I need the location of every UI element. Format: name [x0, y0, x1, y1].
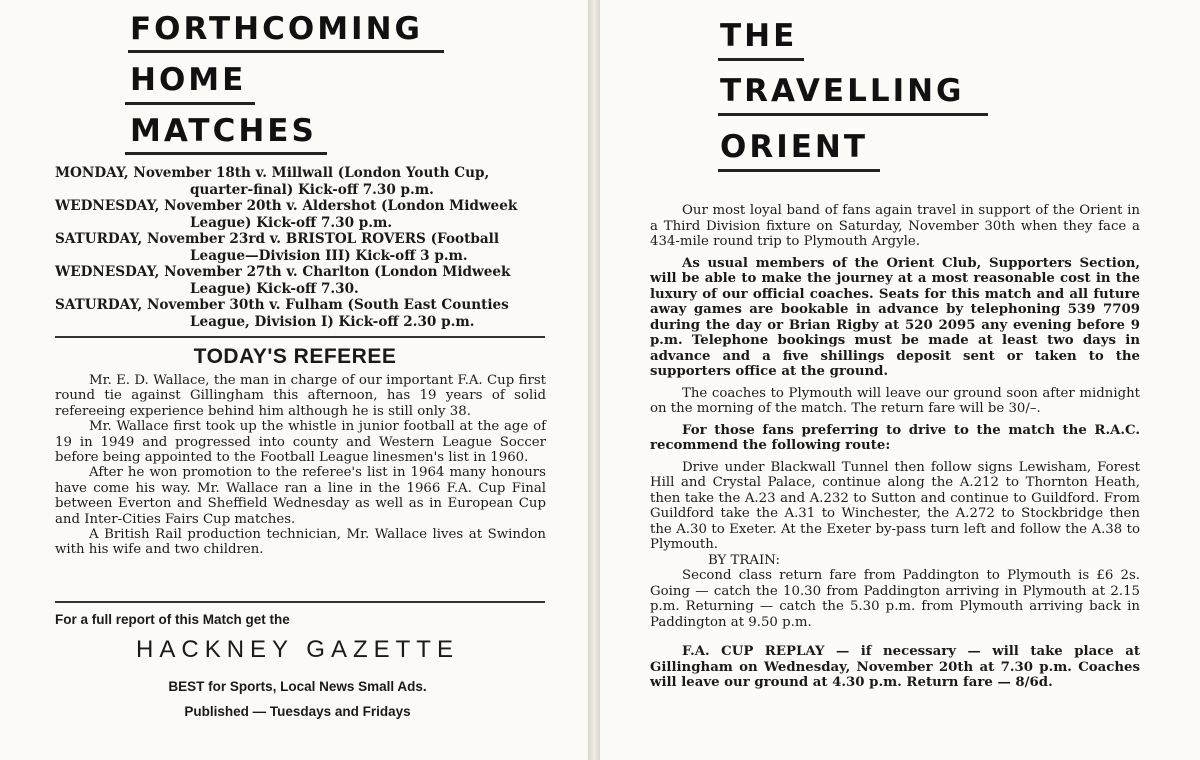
fixture-item: MONDAY, November 18th v. Millwall (London Youth Cup, quarter-final) Kick-off 7.30 p.m. [55, 165, 490, 198]
home-heading [130, 62, 247, 98]
heading-underline-2 [718, 113, 988, 116]
route-paragraph: Drive under Blackwall Tunnel then follow signs Lewisham, Forest Hill and Crystal Palace, continue along the A.212 to Thornton Heath, then take the A.23 and A.232 to Sutton and continue to Guildford. From Guildford take the A.31 to Winchester, the A.272 to Stockbridge then the A.30 to Exeter. At the Exeter by-pass turn left and follow the A.38 to Plymouth. [650, 459, 1140, 552]
heading-underline-1 [128, 50, 444, 53]
heading-underline-2 [125, 102, 255, 105]
travel-paragraph: Our most loyal band of fans again travel in support of the Orient in a Third Division fixture on Saturday, November 30th when they face a 434-mile round trip to Plymouth Argyle. [650, 203, 1140, 249]
heading-line-1: THE [720, 18, 798, 54]
fixture-item: SATURDAY, November 30th v. Fulham (South East Counties League, Division I) Kick-off 2.30 p.m. [55, 297, 509, 330]
referee-paragraph: After he won promotion to the referee's list in 1964 many honours have come his way. Mr. Wallace ran a line in the 1966 F.A. Cup Final between Everton and Sheffield Wednesday as well as in European Cup and Inter-Cities Fairs Cup matches. [55, 465, 546, 527]
ad-divider [55, 601, 545, 603]
referee-paragraph: Mr. Wallace first took up the whistle in junior football at the age of 19 in 1949 and progressed into county and Western League Soccer before being appointed to the Football League linesmen's list in 1960. [55, 419, 546, 466]
orient-heading [720, 129, 869, 165]
section-divider [55, 336, 545, 338]
travel-article [650, 203, 1140, 697]
heading-line-3: MATCHES [130, 113, 317, 149]
travelling-heading [720, 73, 965, 109]
matches-heading [130, 113, 317, 149]
fixture-item: WEDNESDAY, November 20th v. Aldershot (London Midweek League) Kick-off 7.30 p.m. [55, 198, 518, 231]
fixture-item: WEDNESDAY, November 27th v. Charlton (London Midweek League) Kick-off 7.30. [55, 264, 511, 297]
referee-paragraph: Mr. E. D. Wallace, the man in charge of our important F.A. Cup first round tie against Gillingham this afternoon, has 19 years of solid refereeing experience behind him although he is still only 38. [55, 373, 546, 419]
heading-underline-3 [125, 152, 327, 155]
heading-underline-1 [718, 58, 804, 61]
heading-line-2: TRAVELLING [720, 73, 965, 109]
hackney-gazette-title: HACKNEY GAZETTE [136, 636, 459, 663]
heading-line-2: HOME [130, 62, 247, 98]
travel-paragraph: The coaches to Plymouth will leave our ground soon after midnight on the morning of the match. The return fare will be 30/–. [650, 385, 1140, 416]
ad-publication-days: Published — Tuesdays and Fridays [184, 704, 411, 719]
fixture-list [55, 165, 547, 330]
the-heading [720, 18, 798, 54]
ad-tagline: BEST for Sports, Local News Small Ads. [168, 679, 427, 694]
train-paragraph: Second class return fare from Paddington to Plymouth is £6 2s. Going — catch the 10.30 from Paddington arriving in Plymouth at 2.15 p.m. Returning — catch the 5.30 p.m. from Plymouth arriving back in Paddington at 9.50 p.m. [650, 568, 1140, 630]
referee-article [55, 373, 546, 558]
referee-title: TODAY'S REFEREE [193, 345, 397, 368]
fixture-item: SATURDAY, November 23rd v. BRISTOL ROVERS (Football League—Division III) Kick-off 3 p.m. [55, 231, 500, 264]
by-train-heading: BY TRAIN: [708, 552, 780, 568]
travel-paragraph-bold: For those fans preferring to drive to the match the R.A.C. recommend the following route: [650, 422, 1140, 453]
heading-line-1: FORTHCOMING [130, 11, 423, 47]
heading-underline-3 [718, 169, 880, 172]
heading-line-3: ORIENT [720, 129, 869, 165]
referee-paragraph: A British Rail production technician, Mr. Wallace lives at Swindon with his wife and two children. [55, 527, 546, 558]
travel-paragraph-bold: As usual members of the Orient Club, Supporters Section, will be able to make the journey at a most reasonable cost in the luxury of our official coaches. Seats for this match and all future away games are bookable in advance by telephoning 539 7709 during the day or Brian Rigby at 520 2095 any evening before 9 p.m. Telephone bookings must be made at least two days in advance and a five shillings deposit sent or taken to the supporters office at the ground. [650, 255, 1140, 379]
cup-replay-paragraph: F.A. CUP REPLAY — if necessary — will take place at Gillingham on Wednesday, November 20th at 7.30 p.m. Coaches will leave our ground at 4.30 p.m. Return fare — 8/6d. [650, 644, 1140, 690]
ad-intro: For a full report of this Match get the [55, 612, 290, 627]
forthcoming-heading [130, 11, 423, 47]
